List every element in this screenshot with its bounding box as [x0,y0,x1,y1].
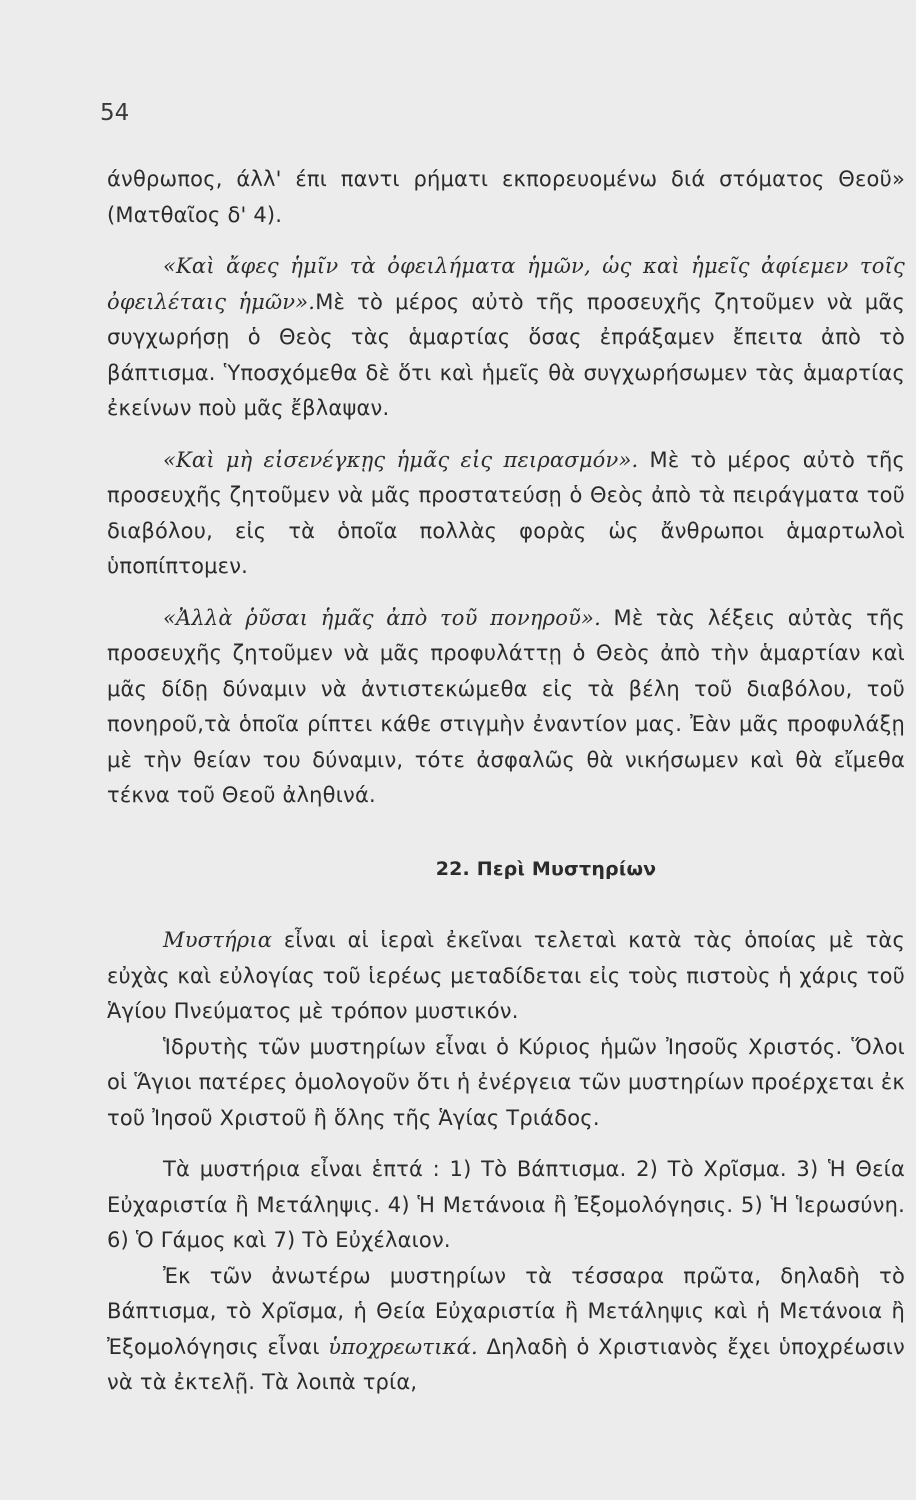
paragraph-text: Ἐκ τῶν ἀνωτέρω μυστηρίων τὰ τέσσαρα πρῶτα, δηλαδὴ τὸ Βάπτισμα, τὸ Χρῖσμα, ἡ Θεία Εὐχαριστία ἢ Μετάληψις καὶ ἡ Μετάνοια ἢ Ἐξομολόγησις εἶναι [107,1263,905,1359]
paragraph-text: εἶναι αἱ ἱεραὶ ἐκεῖναι τελεταὶ κατὰ τὰς ὁποίας μὲ τὰς εὐχὰς καὶ εὐλογίας τοῦ ἱερέως μεταδίδεται εἰς τοὺς πιστοὺς ἡ χάρις τοῦ Ἁγίου Πνεύματος μὲ τρόπον μυστικόν. [107,928,905,1023]
paragraph: άνθρωπος, άλλ' έπι παντι ρήματι εκπορευομένω διά στόματος Θεοῦ» (Ματθαῖος δ' 4). [107,167,905,227]
paragraph: Ἱδρυτὴς τῶν μυστηρίων εἶναι ὁ Κύριος ἡμῶν Ἰησοῦς Χριστός. Ὅλοι οἱ Ἅγιοι πατέρες ὁμολογοῦν ὅτι ἡ ἐνέργεια τῶν μυστηρίων προέρχεται ἐκ τοῦ Ἰησοῦ Χριστοῦ ἢ ὅλης τῆς Ἁγίας Τριάδος. [107,1034,905,1130]
paragraph [107,1259,905,1401]
scripture-quote: «Καὶ ἄφες ἡμῖν τὰ ὀφειλήματα ἡμῶν, ὡς καὶ ἡμεῖς ἀφίεμεν τοῖς ὀφειλέταις ἡμῶν». [107,254,905,314]
paragraph-text: Δηλαδὴ ὁ Χριστιανὸς ἔχει ὑποχρέωσιν νὰ τὰ ἐκτελῇ. Τὰ λοιπὰ τρία, [107,1334,905,1394]
defined-term: Μυστήρια [163,928,273,952]
paragraph-text: Μὲ τὰς λέξεις αὐτὰς τῆς προσευχῆς ζητοῦμεν νὰ μᾶς προφυλάττῃ ὁ Θεὸς ἀπὸ τὴν ἁμαρτίαν καὶ μᾶς δίδῃ δύναμιν νὰ ἀντιστεκώμεθα εἰς τὰ βέλη τοῦ διαβόλου, τοῦ πονηροῦ,τὰ ὁποῖα ρίπτει κάθε στιγμὴν ἐναντίον μας. Ἐὰν μᾶς προφυλάξῃ μὲ τὴν θείαν του δύναμιν, τότε ἀσφαλῶς θὰ νικήσωμεν καὶ θὰ εἴμεθα τέκνα τοῦ Θεοῦ ἀληθινά. [107,605,906,807]
paragraph [107,923,905,1030]
paragraph [107,249,905,427]
paragraph [107,601,905,814]
paragraph-text: Μὲ τὸ μέρος αὐτὸ τῆς προσευχῆς ζητοῦμεν νὰ μᾶς προστατεύσῃ ὁ Θεὸς ἀπὸ τὰ πειράγματα τοῦ διαβόλου, εἰς τὰ ὁποῖα πολλὰς φορὰς ὡς ἄνθρωποι ἁμαρτωλοὶ ὑποπίπτομεν. [107,447,905,578]
section-heading: 22. Περὶ Μυστηρίων [435,857,657,880]
emphasis: ὑποχρεωτικά. [328,1334,478,1359]
scripture-quote: «Ἀλλὰ ῥῦσαι ἡμᾶς ἀπὸ τοῦ πονηροῦ». [163,605,601,630]
page-number: 54 [100,100,130,126]
paragraph [107,443,905,585]
scripture-quote: «Καὶ μὴ εἰσενέγκῃς ἡμᾶς εἰς πειρασμόν». [163,447,639,472]
paragraph: Τὰ μυστήρια εἶναι ἑπτά : 1) Τὸ Βάπτισμα. 2) Τὸ Χρῖσμα. 3) Ἡ Θεία Εὐχαριστία ἢ Μετάληψις. 4) Ἡ Μετάνοια ἢ Ἐξομολόγησις. 5) Ἡ Ἱερωσύνη. 6) Ὁ Γάμος καὶ 7) Τὸ Εὐχέλαιον. [107,1157,905,1252]
paragraph-text: Μὲ τὸ μέρος αὐτὸ τῆς προσευχῆς ζητοῦμεν νὰ μᾶς συγχωρήσῃ ὁ Θεὸς τὰς ἁμαρτίας ὅσας ἐπράξαμεν ἔπειτα ἀπὸ τὸ βάπτισμα. Ὑποσχόμεθα δὲ ὅτι καὶ ἡμεῖς θὰ συγχωρήσωμεν τὰς ἁμαρτίας ἐκείνων ποὺ μᾶς ἔβλαψαν. [107,289,905,420]
body-text [107,162,905,1401]
